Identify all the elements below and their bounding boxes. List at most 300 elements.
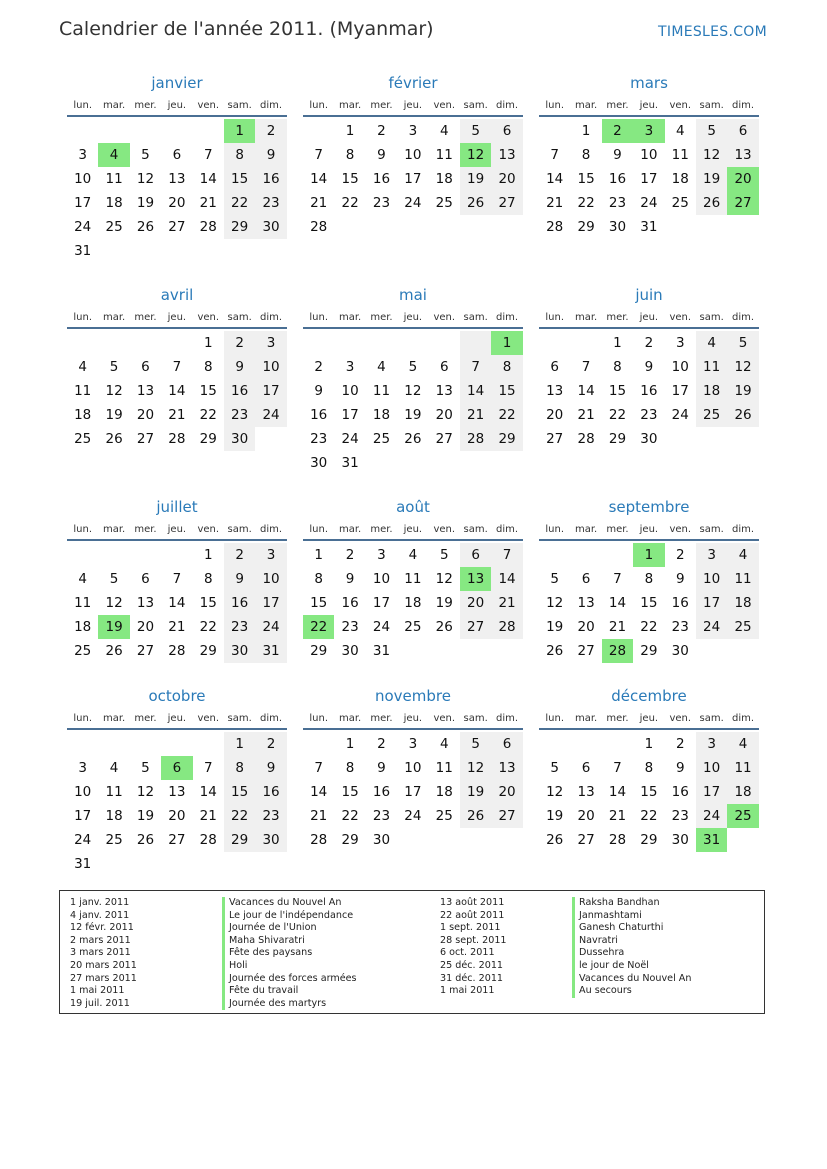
day-cell: 31 bbox=[640, 219, 658, 235]
day-cell: 25 bbox=[727, 615, 758, 639]
day-cell: 17 bbox=[696, 780, 727, 804]
weekday-label: sam. bbox=[227, 312, 252, 323]
day-cell: 1 bbox=[314, 547, 323, 563]
weekday-label: dim. bbox=[260, 713, 283, 724]
page-title: Calendrier de l'année 2011. (Myanmar) bbox=[59, 18, 434, 40]
day-cell: 28 bbox=[491, 615, 522, 639]
day-cell: 14 bbox=[608, 595, 627, 611]
day-cell: 6 bbox=[172, 147, 182, 163]
day-cell: 13 bbox=[491, 143, 522, 167]
weekday-label: mar. bbox=[102, 524, 126, 535]
week-row bbox=[539, 143, 759, 167]
day-cell: 5 bbox=[141, 147, 150, 163]
month-name: août bbox=[396, 498, 430, 516]
empty-cell bbox=[460, 331, 491, 355]
legend-holiday-name: Journée des martyrs bbox=[222, 998, 357, 1011]
legend-holiday-name: Vacances du Nouvel An bbox=[222, 897, 357, 910]
day-cell: 25 bbox=[671, 195, 689, 211]
day-cell: 18 bbox=[404, 595, 422, 611]
weekday-header bbox=[539, 710, 759, 730]
empty-cell bbox=[161, 543, 192, 567]
legend-date: 27 mars 2011 bbox=[70, 972, 137, 984]
day-cell: 19 bbox=[98, 615, 129, 639]
empty-cell bbox=[397, 331, 428, 355]
day-cell: 23 bbox=[671, 619, 689, 635]
day-cell: 9 bbox=[255, 143, 286, 167]
weekday-label: mar. bbox=[574, 312, 598, 323]
day-cell: 20 bbox=[168, 808, 186, 824]
month-block bbox=[67, 685, 287, 876]
week-row bbox=[539, 567, 759, 591]
day-cell: 16 bbox=[255, 167, 286, 191]
empty-cell bbox=[366, 215, 397, 239]
week-row bbox=[67, 567, 287, 591]
day-cell: 5 bbox=[109, 359, 119, 375]
day-cell: 19 bbox=[696, 167, 727, 191]
day-cell: 25 bbox=[727, 804, 758, 828]
empty-cell bbox=[161, 852, 192, 876]
weekday-header bbox=[303, 521, 523, 541]
legend-holiday-name: Janmashtami bbox=[572, 910, 691, 923]
day-cell: 24 bbox=[404, 195, 422, 211]
day-cell: 17 bbox=[696, 591, 727, 615]
weekday-label: mer. bbox=[370, 524, 393, 535]
day-cell: 27 bbox=[491, 804, 522, 828]
weekday-label: ven. bbox=[197, 312, 220, 323]
week-row bbox=[303, 143, 523, 167]
month-name: juin bbox=[635, 286, 663, 304]
day-cell: 10 bbox=[255, 567, 286, 591]
day-cell: 16 bbox=[224, 591, 255, 615]
weekday-label: mer. bbox=[370, 312, 393, 323]
day-cell: 6 bbox=[439, 359, 449, 375]
weekday-label: ven. bbox=[433, 312, 456, 323]
weekday-header bbox=[539, 97, 759, 117]
week-row bbox=[67, 756, 287, 780]
day-cell: 19 bbox=[546, 619, 564, 635]
day-cell: 22 bbox=[199, 619, 217, 635]
legend-date: 12 févr. 2011 bbox=[70, 922, 134, 934]
legend-holiday-name: Maha Shivaratri bbox=[222, 935, 357, 948]
day-cell: 1 bbox=[613, 335, 622, 351]
legend-date: 22 août 2011 bbox=[440, 909, 505, 921]
day-cell: 23 bbox=[255, 191, 286, 215]
day-cell: 15 bbox=[310, 595, 328, 611]
day-cell: 12 bbox=[136, 784, 155, 800]
day-cell: 10 bbox=[372, 571, 391, 587]
day-cell: 20 bbox=[491, 167, 522, 191]
weekday-label: sam. bbox=[699, 713, 724, 724]
week-row bbox=[539, 780, 759, 804]
week-row bbox=[303, 215, 523, 239]
day-cell: 3 bbox=[78, 760, 87, 776]
day-cell: 13 bbox=[460, 567, 491, 591]
day-cell: 25 bbox=[105, 832, 123, 848]
day-cell: 6 bbox=[581, 571, 591, 587]
empty-cell bbox=[397, 215, 428, 239]
day-cell: 30 bbox=[224, 639, 255, 663]
legend-date: 28 sept. 2011 bbox=[440, 934, 507, 946]
day-cell: 3 bbox=[377, 547, 386, 563]
day-cell: 22 bbox=[199, 407, 217, 423]
day-cell: 12 bbox=[404, 383, 422, 399]
weekday-label: ven. bbox=[669, 524, 692, 535]
holiday-legend bbox=[59, 890, 765, 1014]
empty-cell bbox=[303, 732, 334, 756]
day-cell: 1 bbox=[491, 331, 522, 355]
day-cell: 3 bbox=[633, 119, 664, 143]
day-cell: 28 bbox=[168, 431, 186, 447]
day-cell: 16 bbox=[224, 379, 255, 403]
day-cell: 16 bbox=[671, 595, 689, 611]
day-cell: 3 bbox=[408, 736, 418, 752]
empty-cell bbox=[491, 639, 522, 663]
day-cell: 27 bbox=[546, 431, 564, 447]
weekday-label: lun. bbox=[73, 100, 93, 111]
week-row bbox=[303, 451, 523, 475]
day-cell: 5 bbox=[109, 571, 119, 587]
day-cell: 27 bbox=[491, 191, 522, 215]
day-cell: 18 bbox=[435, 171, 453, 187]
legend-left-names bbox=[222, 897, 357, 1010]
empty-cell bbox=[224, 239, 255, 263]
legend-right-dates bbox=[440, 897, 507, 998]
empty-cell bbox=[727, 828, 758, 852]
empty-cell bbox=[460, 451, 491, 475]
empty-cell bbox=[130, 852, 161, 876]
day-cell: 22 bbox=[608, 407, 627, 423]
day-cell: 15 bbox=[640, 784, 658, 800]
weekday-label: ven. bbox=[433, 100, 456, 111]
day-cell: 2 bbox=[224, 331, 255, 355]
weekday-header bbox=[539, 309, 759, 329]
empty-cell bbox=[570, 543, 601, 567]
day-cell: 20 bbox=[460, 591, 491, 615]
day-cell: 26 bbox=[105, 431, 123, 447]
empty-cell bbox=[303, 331, 334, 355]
legend-holiday-name: Fête des paysans bbox=[222, 947, 357, 960]
legend-holiday-name: Au secours bbox=[572, 985, 691, 998]
day-cell: 14 bbox=[168, 383, 186, 399]
weekday-label: jeu. bbox=[403, 312, 423, 323]
empty-cell bbox=[539, 331, 570, 355]
day-cell: 6 bbox=[491, 732, 522, 756]
empty-cell bbox=[130, 239, 161, 263]
week-row bbox=[303, 167, 523, 191]
day-cell: 15 bbox=[341, 171, 359, 187]
day-cell: 10 bbox=[74, 784, 92, 800]
empty-cell bbox=[397, 639, 428, 663]
day-cell: 28 bbox=[608, 832, 627, 848]
day-cell: 7 bbox=[491, 543, 522, 567]
week-row bbox=[67, 639, 287, 663]
weekday-label: sam. bbox=[699, 312, 724, 323]
day-cell: 10 bbox=[696, 756, 727, 780]
day-cell: 11 bbox=[404, 571, 422, 587]
month-name: janvier bbox=[151, 74, 203, 92]
day-cell: 7 bbox=[203, 760, 213, 776]
day-cell: 7 bbox=[550, 147, 559, 163]
weekday-label: sam. bbox=[227, 100, 252, 111]
empty-cell bbox=[665, 215, 696, 239]
day-cell: 24 bbox=[372, 619, 391, 635]
day-cell: 11 bbox=[727, 756, 758, 780]
weekday-label: mer. bbox=[370, 100, 393, 111]
day-cell: 3 bbox=[255, 331, 286, 355]
day-cell: 29 bbox=[341, 832, 359, 848]
day-cell: 7 bbox=[460, 355, 491, 379]
brand-link[interactable]: TIMESLES.COM bbox=[658, 24, 767, 40]
day-cell: 18 bbox=[74, 619, 92, 635]
day-cell: 29 bbox=[608, 431, 627, 447]
day-cell: 17 bbox=[640, 171, 658, 187]
day-cell: 9 bbox=[675, 760, 685, 776]
week-row bbox=[303, 591, 523, 615]
day-cell: 5 bbox=[408, 359, 418, 375]
month-block bbox=[303, 72, 523, 239]
day-cell: 29 bbox=[640, 832, 658, 848]
day-cell: 27 bbox=[577, 832, 595, 848]
day-cell: 8 bbox=[644, 760, 654, 776]
empty-cell bbox=[255, 427, 286, 451]
weekday-label: mer. bbox=[134, 524, 157, 535]
day-cell: 22 bbox=[341, 808, 359, 824]
week-row bbox=[67, 379, 287, 403]
day-cell: 10 bbox=[640, 147, 658, 163]
weekday-label: ven. bbox=[197, 100, 220, 111]
legend-date: 1 mai 2011 bbox=[70, 985, 125, 997]
weekday-label: jeu. bbox=[167, 713, 187, 724]
empty-cell bbox=[727, 639, 758, 663]
day-cell: 20 bbox=[546, 407, 564, 423]
weekday-label: jeu. bbox=[403, 524, 423, 535]
day-cell: 2 bbox=[224, 543, 255, 567]
day-cell: 30 bbox=[341, 643, 359, 659]
day-cell: 8 bbox=[613, 359, 622, 375]
day-cell: 9 bbox=[377, 760, 386, 776]
weekday-label: dim. bbox=[732, 713, 755, 724]
day-cell: 11 bbox=[105, 784, 123, 800]
day-cell: 2 bbox=[314, 359, 323, 375]
empty-cell bbox=[460, 215, 491, 239]
day-cell: 25 bbox=[74, 431, 92, 447]
weekday-header bbox=[67, 521, 287, 541]
day-cell: 10 bbox=[74, 171, 92, 187]
day-cell: 31 bbox=[74, 856, 92, 872]
day-cell: 5 bbox=[550, 760, 559, 776]
month-block bbox=[539, 685, 759, 852]
day-cell: 11 bbox=[435, 147, 453, 163]
empty-cell bbox=[224, 852, 255, 876]
day-cell: 15 bbox=[491, 379, 522, 403]
week-row bbox=[539, 215, 759, 239]
weekday-label: ven. bbox=[197, 524, 220, 535]
day-cell: 28 bbox=[460, 427, 491, 451]
day-cell: 30 bbox=[310, 455, 328, 471]
day-cell: 21 bbox=[460, 403, 491, 427]
day-cell: 10 bbox=[671, 359, 689, 375]
day-cell: 31 bbox=[696, 828, 727, 852]
day-cell: 18 bbox=[696, 379, 727, 403]
day-cell: 1 bbox=[633, 543, 664, 567]
day-cell: 17 bbox=[74, 195, 92, 211]
day-cell: 27 bbox=[727, 191, 758, 215]
legend-holiday-name: Raksha Bandhan bbox=[572, 897, 691, 910]
day-cell: 1 bbox=[224, 119, 255, 143]
day-cell: 8 bbox=[224, 756, 255, 780]
day-cell: 25 bbox=[435, 808, 453, 824]
day-cell: 22 bbox=[224, 804, 255, 828]
day-cell: 4 bbox=[727, 543, 758, 567]
day-cell: 15 bbox=[224, 780, 255, 804]
day-cell: 14 bbox=[460, 379, 491, 403]
week-row bbox=[67, 828, 287, 852]
empty-cell bbox=[491, 451, 522, 475]
week-row bbox=[539, 615, 759, 639]
day-cell: 13 bbox=[168, 171, 186, 187]
day-cell: 10 bbox=[696, 567, 727, 591]
day-cell: 13 bbox=[491, 756, 522, 780]
empty-cell bbox=[255, 239, 286, 263]
weekday-label: dim. bbox=[260, 524, 283, 535]
week-row bbox=[303, 331, 523, 355]
weekday-label: lun. bbox=[545, 713, 565, 724]
legend-holiday-name: Journée des forces armées bbox=[222, 973, 357, 986]
day-cell: 30 bbox=[224, 427, 255, 451]
day-cell: 25 bbox=[105, 219, 123, 235]
day-cell: 20 bbox=[168, 195, 186, 211]
week-row bbox=[303, 379, 523, 403]
week-row bbox=[67, 355, 287, 379]
month-block bbox=[539, 72, 759, 239]
day-cell: 12 bbox=[727, 355, 758, 379]
day-cell: 3 bbox=[345, 359, 355, 375]
empty-cell bbox=[460, 639, 491, 663]
day-cell: 17 bbox=[341, 407, 359, 423]
day-cell: 6 bbox=[141, 571, 150, 587]
day-cell: 24 bbox=[696, 615, 727, 639]
day-cell: 21 bbox=[310, 195, 328, 211]
day-cell: 18 bbox=[727, 591, 758, 615]
day-cell: 2 bbox=[377, 736, 386, 752]
legend-date: 20 mars 2011 bbox=[70, 959, 137, 971]
day-cell: 26 bbox=[460, 804, 491, 828]
month-name: décembre bbox=[611, 687, 687, 705]
day-cell: 31 bbox=[372, 643, 391, 659]
month-name: février bbox=[388, 74, 438, 92]
day-cell: 1 bbox=[203, 547, 213, 563]
day-cell: 13 bbox=[577, 784, 595, 800]
day-cell: 14 bbox=[168, 595, 186, 611]
legend-date: 3 mars 2011 bbox=[70, 947, 131, 959]
day-cell: 4 bbox=[98, 143, 129, 167]
empty-cell bbox=[193, 732, 224, 756]
day-cell: 11 bbox=[105, 171, 123, 187]
day-cell: 3 bbox=[675, 335, 685, 351]
weekday-label: dim. bbox=[496, 100, 519, 111]
month-block bbox=[67, 496, 287, 663]
month-name: mai bbox=[399, 286, 427, 304]
empty-cell bbox=[98, 543, 129, 567]
day-cell: 18 bbox=[105, 808, 123, 824]
empty-cell bbox=[161, 331, 192, 355]
legend-date: 6 oct. 2011 bbox=[440, 947, 495, 959]
week-row bbox=[303, 119, 523, 143]
legend-date: 4 janv. 2011 bbox=[70, 909, 130, 921]
day-cell: 5 bbox=[439, 547, 449, 563]
empty-cell bbox=[397, 828, 428, 852]
empty-cell bbox=[98, 331, 129, 355]
legend-holiday-name: Journée de l'Union bbox=[222, 922, 357, 935]
weekday-label: sam. bbox=[463, 524, 488, 535]
day-cell: 17 bbox=[671, 383, 689, 399]
day-cell: 22 bbox=[640, 808, 658, 824]
week-row bbox=[67, 780, 287, 804]
day-cell: 18 bbox=[74, 407, 92, 423]
weekday-label: sam. bbox=[463, 713, 488, 724]
empty-cell bbox=[429, 331, 460, 355]
day-cell: 2 bbox=[675, 736, 685, 752]
day-cell: 30 bbox=[640, 431, 658, 447]
empty-cell bbox=[539, 732, 570, 756]
week-row bbox=[539, 756, 759, 780]
week-row bbox=[303, 403, 523, 427]
weekday-label: jeu. bbox=[403, 713, 423, 724]
weekday-label: sam. bbox=[227, 713, 252, 724]
day-cell: 20 bbox=[577, 808, 595, 824]
week-row bbox=[303, 756, 523, 780]
day-cell: 23 bbox=[640, 407, 658, 423]
day-cell: 9 bbox=[255, 756, 286, 780]
day-cell: 7 bbox=[613, 760, 622, 776]
empty-cell bbox=[98, 119, 129, 143]
legend-date: 31 déc. 2011 bbox=[440, 972, 504, 984]
day-cell: 27 bbox=[136, 431, 155, 447]
day-cell: 23 bbox=[671, 808, 689, 824]
weekday-label: mar. bbox=[574, 100, 598, 111]
day-cell: 29 bbox=[577, 219, 595, 235]
day-cell: 5 bbox=[141, 760, 150, 776]
empty-cell bbox=[67, 543, 98, 567]
day-cell: 31 bbox=[255, 639, 286, 663]
empty-cell bbox=[98, 732, 129, 756]
week-row bbox=[539, 403, 759, 427]
empty-cell bbox=[193, 239, 224, 263]
weekday-label: lun. bbox=[545, 100, 565, 111]
day-cell: 23 bbox=[372, 195, 391, 211]
weekday-header bbox=[303, 309, 523, 329]
weekday-label: mar. bbox=[102, 312, 126, 323]
week-row bbox=[67, 331, 287, 355]
empty-cell bbox=[67, 119, 98, 143]
legend-date: 1 janv. 2011 bbox=[70, 897, 130, 908]
day-cell: 16 bbox=[341, 595, 359, 611]
day-cell: 4 bbox=[727, 732, 758, 756]
month-block bbox=[539, 496, 759, 663]
day-cell: 21 bbox=[608, 808, 627, 824]
month-block bbox=[303, 496, 523, 663]
week-row bbox=[67, 403, 287, 427]
day-cell: 6 bbox=[550, 359, 559, 375]
empty-cell bbox=[696, 215, 727, 239]
day-cell: 9 bbox=[345, 571, 355, 587]
weekday-label: mer. bbox=[370, 713, 393, 724]
week-row bbox=[303, 567, 523, 591]
legend-date: 1 sept. 2011 bbox=[440, 922, 501, 934]
day-cell: 6 bbox=[460, 543, 491, 567]
empty-cell bbox=[161, 732, 192, 756]
weekday-label: mer. bbox=[606, 312, 629, 323]
